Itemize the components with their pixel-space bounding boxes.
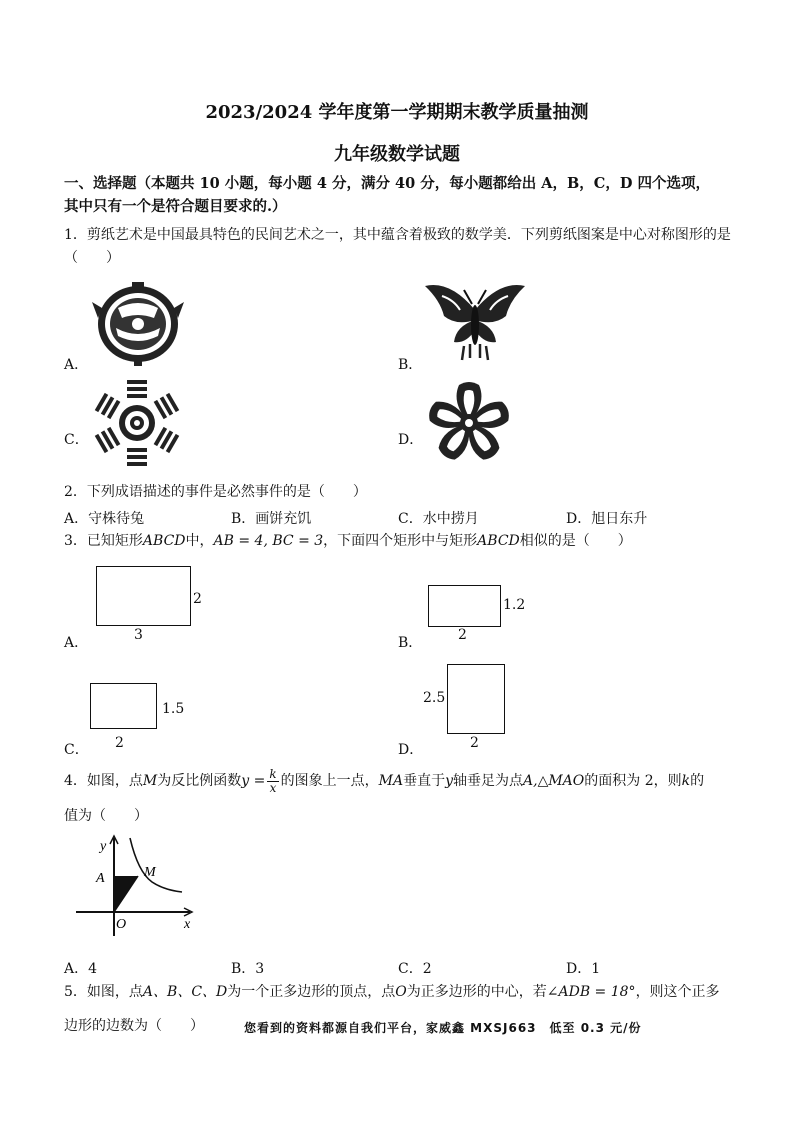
q2-option-a: A．守株待兔: [64, 511, 145, 527]
q3-rect-a: [96, 566, 191, 626]
q5-angle: ∠ADB = 18°: [546, 984, 636, 1000]
svg-text:M: M: [144, 865, 156, 880]
q4-text: 4．如图，点M为反比例函数y = $\frac{k}{x}$ 的图象上一点，MA垂直于y轴垂足为点A,△MAO的面积为 2，则k的: [64, 766, 705, 795]
q1-label-d: D．: [398, 432, 424, 448]
q3-rect-d-height: 2.5: [423, 690, 446, 706]
svg-text:O: O: [116, 917, 127, 932]
q3-label-b: B．: [398, 635, 423, 651]
q3-label-a: A．: [64, 635, 89, 651]
q1-figure-c: [90, 378, 184, 468]
q4-figure: [66, 832, 206, 948]
q3-rect-name: ABCD: [142, 533, 186, 549]
q1-figure-b: [420, 280, 530, 365]
q3-condition: AB = 4, BC = 3: [213, 533, 324, 549]
q4-option-d: D．1: [566, 961, 601, 977]
q1-label-c: C．: [64, 432, 89, 448]
q1-label-a: A．: [64, 357, 89, 373]
q3-label-c: C．: [64, 742, 89, 758]
q3-rect-c: [90, 683, 157, 729]
q3-rect-a-width: 3: [134, 627, 143, 643]
q2-text: 2．下列成语描述的事件是必然事件的是（ ）: [64, 484, 367, 500]
q3-label-d: D．: [398, 742, 424, 758]
section-heading: 一、选择题（本题共 10 小题，每小题 4 分，满分 40 分，每小题都给出 A，B，C，D 四个选项，: [64, 175, 710, 192]
svg-text:y: y: [100, 839, 107, 854]
q3-rect-a-height: 2: [193, 591, 202, 607]
q4-option-c: C．2: [398, 961, 432, 977]
q4-option-b: B．3: [231, 961, 265, 977]
q5-text: 5．如图，点A、B、C、D为一个正多边形的顶点，点O为正多边形的中心，若∠ADB = 18°，则这个正多: [64, 984, 720, 1000]
page-subtitle: 九年级数学试题: [334, 144, 460, 165]
q1-figure-d: [422, 378, 516, 468]
q4-option-a: A．4: [64, 961, 98, 977]
q5-text-line2: 边形的边数为（ ）: [64, 1018, 204, 1034]
q3-rect-d: [447, 664, 505, 734]
q3-rect-b-height: 1.2: [503, 597, 526, 613]
q1-label-b: B．: [398, 357, 423, 373]
q3-rect-d-width: 2: [470, 735, 479, 751]
q2-option-d: D．旭日东升: [566, 511, 648, 527]
q1-blank: （ ）: [64, 250, 120, 266]
q3-rect-c-height: 1.5: [162, 701, 185, 717]
section-heading-line2: 其中只有一个是符合题目要求的.）: [64, 198, 287, 215]
promo-footer: 您看到的资料都源自我们平台，家威鑫 MXSJ663 低至 0.3 元/份: [244, 1021, 642, 1035]
q1-figure-a: [88, 278, 188, 370]
page-title: 2023/2024 学年度第一学期期末教学质量抽测: [205, 102, 589, 123]
q1-text: 1．剪纸艺术是中国最具特色的民间艺术之一，其中蕴含着极致的数学美．下列剪纸图案是中心对称图形的是: [64, 227, 731, 243]
q2-option-b: B．画饼充饥: [231, 511, 312, 527]
q3-rect-c-width: 2: [115, 735, 124, 751]
q3-rect-b-width: 2: [458, 627, 467, 643]
q3-text: 3．已知矩形ABCD中，AB = 4, BC = 3，下面四个矩形中与矩形ABCD相似的是（ ）: [64, 533, 632, 549]
q2-option-c: C．水中捞月: [398, 511, 479, 527]
svg-text:x: x: [184, 917, 191, 932]
q4-fraction: $\frac{k}{x}$: [269, 766, 277, 795]
q3-rect-b: [428, 585, 501, 627]
q4-text-line2: 值为（ ）: [64, 808, 148, 824]
svg-text:A: A: [96, 871, 105, 886]
